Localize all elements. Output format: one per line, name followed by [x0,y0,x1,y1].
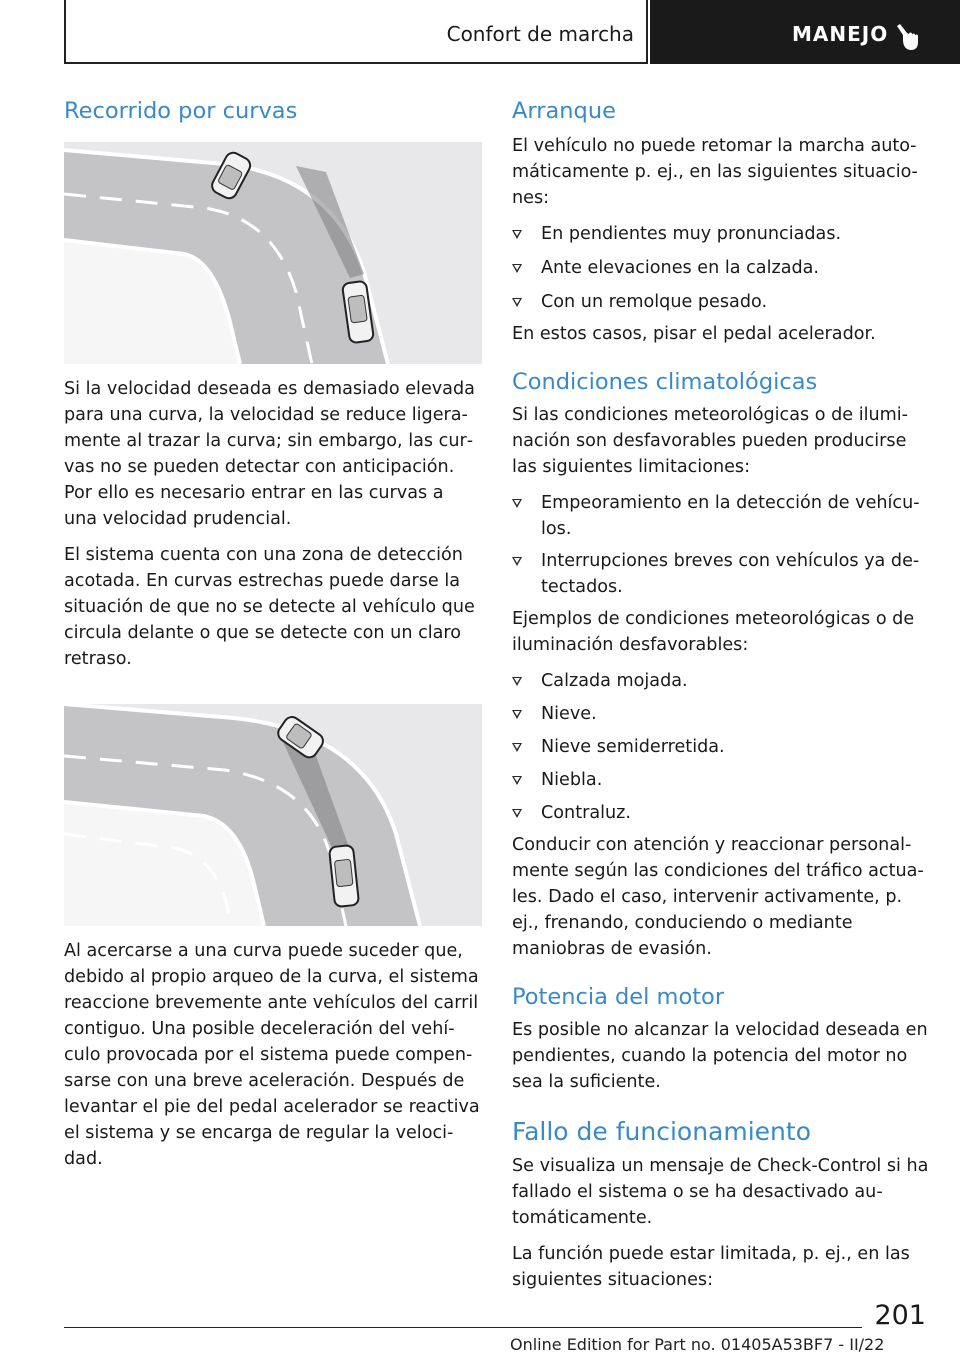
paragraph-arranque-intro: El vehículo no puede retomar la marcha auto‐ máticamente p. ej., en las siguientes situacio‐ nes: [512,136,918,208]
list-item: Con un remolque pesado. [512,289,932,315]
paragraph-fallo-2: La función puede estar limitada, p. ej., en las siguientes situaciones: [512,1244,910,1290]
paragraph-fallo-1: Se visualiza un mensaje de Check-Control si ha fallado el sistema o se ha desactivado au‐ tomáticamente. [512,1156,929,1228]
list-item: Ante elevaciones en la calzada. [512,255,932,281]
paragraph-clima-outro: Conducir con atención y reaccionar personal‐ mente según las condiciones del tráfico actua‐ les. Dado el caso, intervenir activamente, p. ej., frenando, conduciendo o mediante maniobras de evasión. [512,835,924,959]
page-number: 201 [874,1300,926,1331]
list-clima-ejemplos [512,668,932,826]
triangle-bullet-icon [512,298,522,307]
list-item: Contraluz. [512,800,932,826]
paragraph-potencia: Es posible no alcanzar la velocidad deseada en pendientes, cuando la potencia del motor no sea la suficiente. [512,1020,928,1092]
curve-illustration-2 [64,704,482,926]
paragraph-clima-ejemplos: Ejemplos de condiciones meteorológicas o de iluminación desfavorables: [512,609,915,655]
triangle-bullet-icon [512,677,522,686]
list-item: Calzada mojada. [512,668,932,694]
footer-divider [64,1327,862,1328]
header-section-tab [64,0,648,64]
list-clima-limitaciones [512,490,932,600]
pointing-hand-icon [894,24,920,52]
paragraph-recorrido-1: Si la velocidad deseada es demasiado elevada para una curva, la velocidad se reduce ligera‐ mente al trazar la curva; sin embargo, las cur‐ vas no se pueden detectar con anticipación. Por ello es necesario entrar en las curvas a una velocidad prudencial. [64,379,475,529]
triangle-bullet-icon [512,499,522,508]
list-arranque [512,221,932,315]
left-column [64,98,482,1172]
triangle-bullet-icon [512,743,522,752]
list-item: Niebla. [512,767,932,793]
paragraph-recorrido-2: El sistema cuenta con una zona de detección acotada. En curvas estrechas puede darse la situación de que no se detecte al vehículo que circula delante o que se detecte con un claro retraso. [64,545,475,669]
paragraph-clima-intro: Si las condiciones meteorológicas o de ilumi‐ nación son desfavorables pueden producirse las siguientes limitaciones: [512,405,909,477]
list-item: Empeoramiento en la detección de vehícu‐ los. [512,490,932,542]
triangle-bullet-icon [512,264,522,273]
triangle-bullet-icon [512,710,522,719]
heading-condiciones: Condiciones climatológicas [512,369,818,395]
right-column [512,98,932,1293]
list-item: Nieve. [512,701,932,727]
triangle-bullet-icon [512,557,522,566]
triangle-bullet-icon [512,230,522,239]
heading-arranque: Arranque [512,98,616,124]
heading-recorrido: Recorrido por curvas [64,98,298,124]
list-item: Interrupciones breves con vehículos ya de‐ tectados. [512,548,932,600]
paragraph-recorrido-3: Al acercarse a una curva puede suceder que, debido al propio arqueo de la curva, el sistema reaccione brevemente ante vehículos del carril contiguo. Una posible deceleración del vehí‐ culo provocada por el sistema puede compen‐ sarse con una breve aceleración. Después de levantar el pie del pedal acelerador se reactiva el sistema y se encarga de regular la veloci‐ dad. [64,941,480,1169]
header-chapter-title: MANEJO [792,22,889,46]
list-item: Nieve semiderretida. [512,734,932,760]
triangle-bullet-icon [512,809,522,818]
heading-potencia: Potencia del motor [512,984,725,1010]
header-chapter-tab [650,0,960,64]
curve-illustration-1 [64,142,482,364]
triangle-bullet-icon [512,776,522,785]
header-section-title: Confort de marcha [446,22,634,46]
footer-edition: Online Edition for Part no. 01405A53BF7 - II/22 [510,1335,885,1354]
list-item: En pendientes muy pronunciadas. [512,221,932,247]
heading-fallo: Fallo de funcionamiento [512,1117,811,1146]
paragraph-arranque-outro: En estos casos, pisar el pedal acelerador. [512,324,876,344]
